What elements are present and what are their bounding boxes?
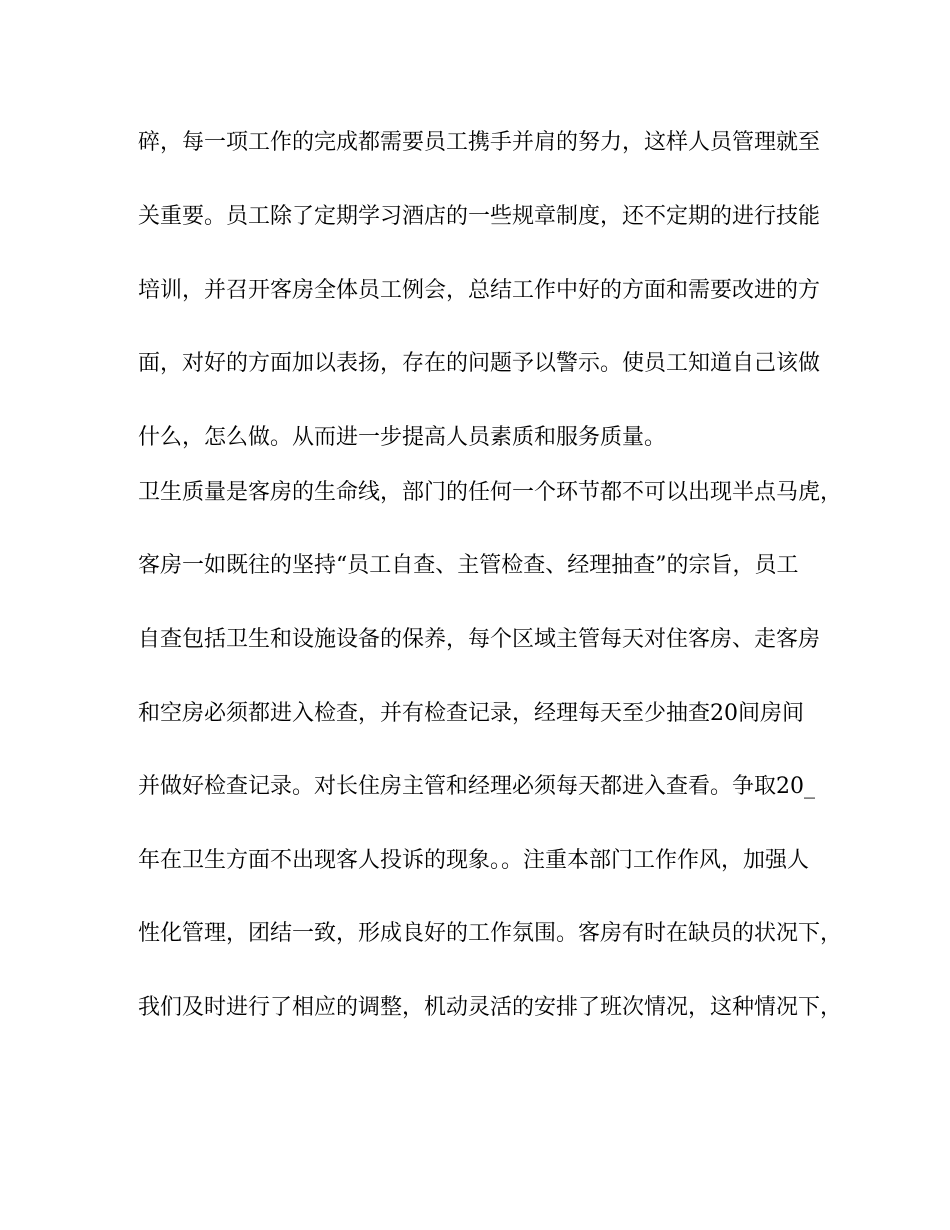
text-line-7: 客房一如既往的坚持“员工自查、主管检查、经理抽查”的宗旨，员工 <box>138 553 799 578</box>
text-line-8: 自查包括卫生和设施设备的保养，每个区域主管每天对住客房、走客房 <box>138 627 821 652</box>
text-line-12: 性化管理，团结一致，形成良好的工作氛围。客房有时在缺员的状况下， <box>138 921 843 946</box>
text-line-9: 和空房必须都进入检查，并有检查记录，经理每天至少抽查20间房间 <box>138 701 804 726</box>
text-line-2: 关重要。员工除了定期学习酒店的一些规章制度，还不定期的进行技能 <box>138 204 821 229</box>
text-line-3: 培训，并召开客房全体员工例会，总结工作中好的方面和需要改进的方 <box>138 278 821 303</box>
text-line-13: 我们及时进行了相应的调整，机动灵活的安排了班次情况，这种情况下， <box>138 995 843 1020</box>
text-line-10: 并做好检查记录。对长住房主管和经理必须每天都进入查看。争取20_ <box>138 774 815 799</box>
text-line-4: 面，对好的方面加以表扬，存在的问题予以警示。使员工知道自己该做 <box>138 351 821 376</box>
text-line-5: 什么，怎么做。从而进一步提高人员素质和服务质量。 <box>138 425 667 450</box>
text-line-1: 碎，每一项工作的完成都需要员工携手并肩的努力，这样人员管理就至 <box>138 130 821 155</box>
text-line-6: 卫生质量是客房的生命线，部门的任何一个环节都不可以出现半点马虎， <box>138 480 843 505</box>
text-line-11: 年在卫生方面不出现客人投诉的现象。。注重本部门工作作风，加强人 <box>138 848 810 873</box>
